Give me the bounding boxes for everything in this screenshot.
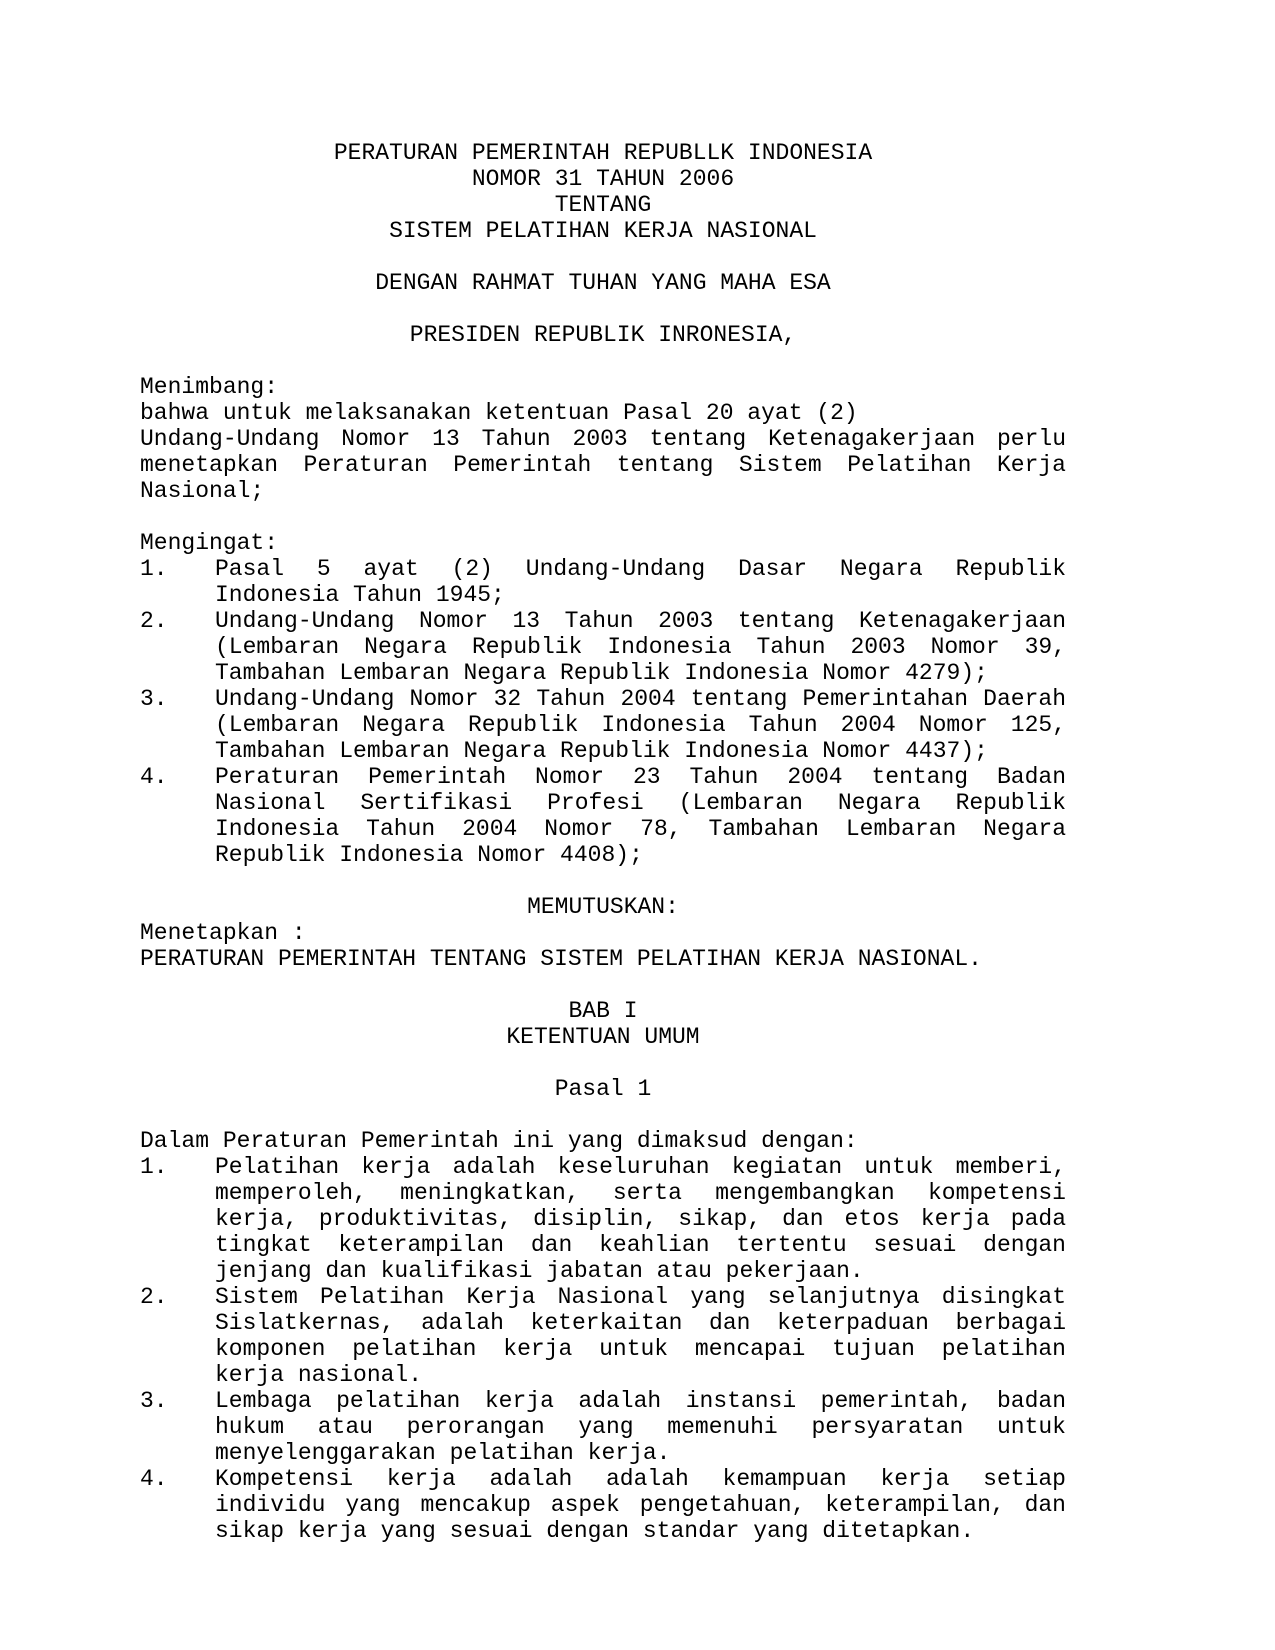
mengingat-item-4 [140,764,1066,868]
memutuskan-heading: MEMUTUSKAN: [527,894,679,920]
pasal-1-item-3-text: Lembaga pelatihan kerja adalah instansi pemerintah, badan hukum atau perorangan yang memenuhi persyaratan untuk menyelenggarakan pelatihan kerja. [215,1388,1066,1466]
pasal-1-item-1-text: Pelatihan kerja adalah keseluruhan kegiatan untuk memberi, memperoleh, meningkatkan, serta mengembangkan kompetensi kerja, produktivitas, disiplin, sikap, dan etos kerja pada tingkat keterampilan dan keahlian tertentu sesuai dengan jenjang dan kualifikasi jabatan atau pekerjaan. [215,1154,1066,1284]
mengingat-item-2-number: 2. [140,608,168,634]
invocation-line: DENGAN RAHMAT TUHAN YANG MAHA ESA [375,270,831,296]
document-title-line-4: SISTEM PELATIHAN KERJA NASIONAL [389,218,817,244]
mengingat-label: Mengingat: [140,530,279,556]
mengingat-item-4-text: Peraturan Pemerintah Nomor 23 Tahun 2004 tentang Badan Nasional Sertifikasi Profesi (Lembaran Negara Republik Indonesia Tahun 2004 Nomor 78, Tambahan Lembaran Negara Republik Indonesia Nomor 4408); [215,764,1066,868]
pasal-1-item-2-number: 2. [140,1284,168,1310]
memutuskan-section [140,894,1066,972]
mengingat-item-2 [140,608,1066,686]
menimbang-body: Undang-Undang Nomor 13 Tahun 2003 tentang Ketenagakerjaan perlu menetapkan Peraturan Pemerintah tentang Sistem Pelatihan Kerja Nasional; [140,426,1066,504]
pasal-1-intro: Dalam Peraturan Pemerintah ini yang dimaksud dengan: [140,1128,858,1154]
pasal-1-item-2-text: Sistem Pelatihan Kerja Nasional yang selanjutnya disingkat Sislatkernas, adalah keterkaitan dan keterpaduan berbagai komponen pelatihan kerja untuk mencapai tujuan pelatihan kerja nasional. [215,1284,1066,1388]
document-title-block [140,140,1066,244]
menetapkan-label: Menetapkan : [140,920,306,946]
pasal-1-item-3-number: 3. [140,1388,168,1414]
document-title-line-3: TENTANG [554,192,652,218]
bab-1-heading: BAB I [568,998,638,1024]
mengingat-section [140,530,1066,868]
menimbang-label: Menimbang: [140,374,279,400]
mengingat-item-3-text: Undang-Undang Nomor 32 Tahun 2004 tentang Pemerintahan Daerah (Lembaran Negara Republik Indonesia Tahun 2004 Nomor 125, Tambahan Lembaran Negara Republik Indonesia Nomor 4437); [215,686,1066,764]
document-title-line-1: PERATURAN PEMERINTAH REPUBLLK INDONESIA [333,140,873,166]
mengingat-item-1-number: 1. [140,556,168,582]
menetapkan-text: PERATURAN PEMERINTAH TENTANG SISTEM PELATIHAN KERJA NASIONAL. [140,946,982,972]
bab-1-heading-block [140,998,1066,1050]
pasal-1-item-2 [140,1284,1066,1388]
pasal-1-body [140,1128,1066,1544]
pasal-1-item-3 [140,1388,1066,1466]
document-title-line-2: NOMOR 31 TAHUN 2006 [471,166,735,192]
menimbang-section [140,374,1066,504]
menimbang-intro-line: bahwa untuk melaksanakan ketentuan Pasal 20 ayat (2) [140,400,858,426]
pasal-1-item-1-number: 1. [140,1154,168,1180]
pasal-1-item-4 [140,1466,1066,1544]
mengingat-item-3 [140,686,1066,764]
mengingat-item-1-text: Pasal 5 ayat (2) Undang-Undang Dasar Negara Republik Indonesia Tahun 1945; [215,556,1066,608]
mengingat-item-4-number: 4. [140,764,168,790]
bab-1-subheading: KETENTUAN UMUM [506,1024,700,1050]
mengingat-item-2-text: Undang-Undang Nomor 13 Tahun 2003 tentang Ketenagakerjaan (Lembaran Negara Republik Indonesia Tahun 2003 Nomor 39, Tambahan Lembaran Negara Republik Indonesia Nomor 4279); [215,608,1066,686]
pasal-1-item-4-text: Kompetensi kerja adalah adalah kemampuan kerja setiap individu yang mencakup aspek pengetahuan, keterampilan, dan sikap kerja yang sesuai dengan standar yang ditetapkan. [215,1466,1066,1544]
mengingat-item-1 [140,556,1066,608]
issuer-line: PRESIDEN REPUBLIK INRONESIA, [409,322,797,348]
pasal-1-item-1 [140,1154,1066,1284]
pasal-1-heading: Pasal 1 [554,1076,652,1102]
pasal-1-item-4-number: 4. [140,1466,168,1492]
mengingat-item-3-number: 3. [140,686,168,712]
